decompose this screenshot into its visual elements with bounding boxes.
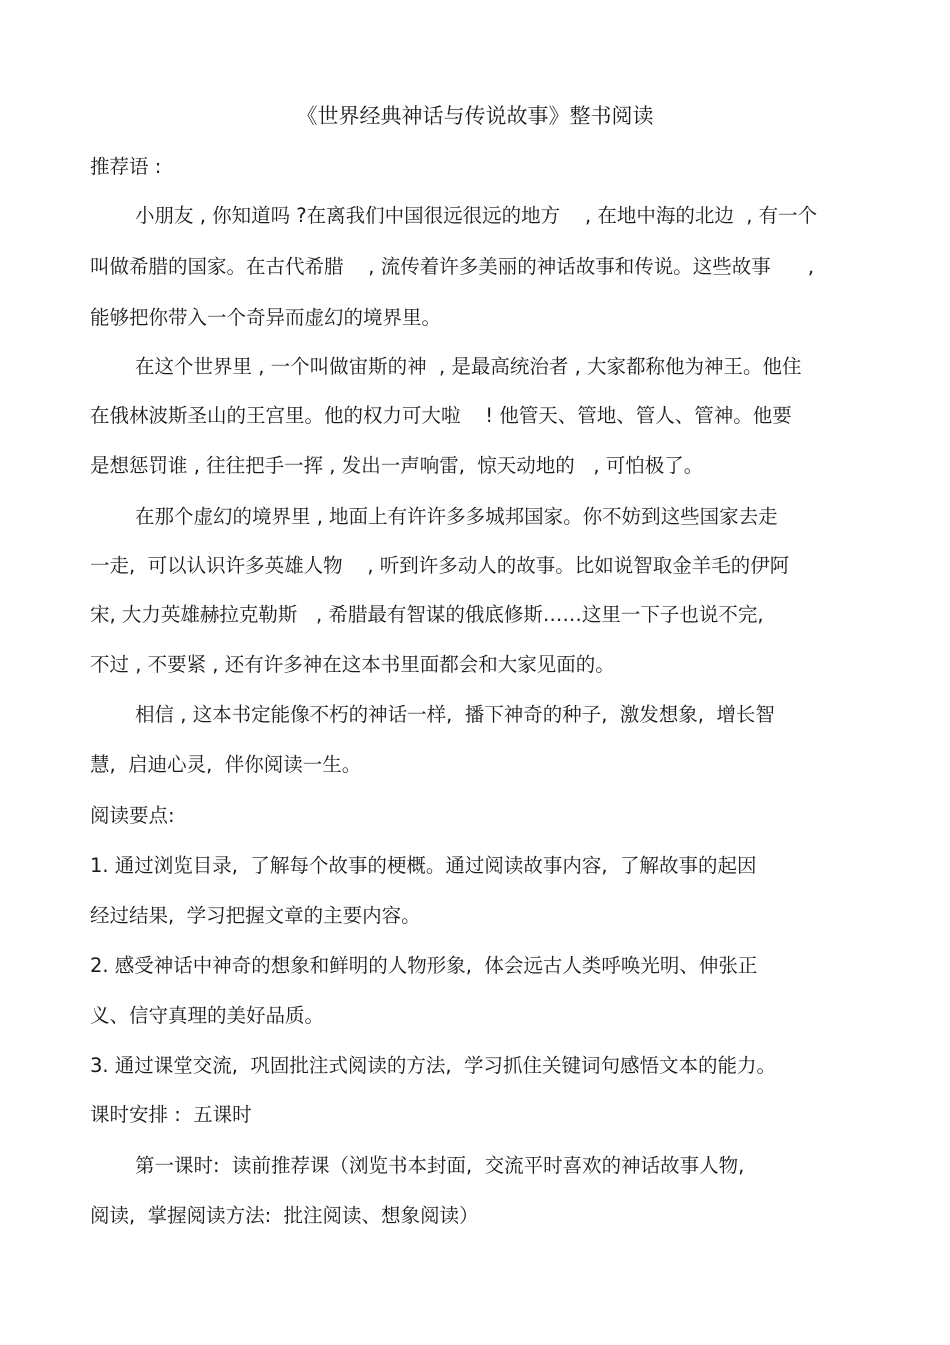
recommend-p1-line1: 小朋友 , 你知道吗 ?在离我们中国很远很远的地方 , 在地中海的北边 , 有一个 — [135, 204, 818, 227]
schedule-line1: 第一课时: 读前推荐课（浏览书本封面, 交流平时喜欢的神话故事人物, — [135, 1154, 745, 1177]
schedule-line2: 阅读, 掌握阅读方法: 批注阅读、想象阅读） — [90, 1204, 479, 1227]
key-points-heading: 阅读要点: — [90, 804, 175, 827]
schedule-heading: 课时安排 : 五课时 — [90, 1103, 252, 1126]
recommend-p3-line4: 不过 , 不要紧 , 还有许多神在这本书里面都会和大家见面的。 — [90, 653, 615, 676]
recommend-p2-line1: 在这个世界里 , 一个叫做宙斯的神 , 是最高统治者 , 大家都称他为神王。他住 — [135, 355, 802, 378]
key-point-1-line1: 1. 通过浏览目录, 了解每个故事的梗概。通过阅读故事内容, 了解故事的起因 — [90, 854, 757, 877]
key-point-3-line1: 3. 通过课堂交流, 巩固批注式阅读的方法, 学习抓住关键词句感悟文本的能力。 — [90, 1054, 776, 1077]
recommend-p2-line3: 是想惩罚谁 , 往往把手一挥 , 发出一声响雷, 惊天动地的 , 可怕极了。 — [90, 454, 704, 477]
recommend-p3-line1: 在那个虚幻的境界里 , 地面上有许许多多城邦国家。你不妨到这些国家去走 — [135, 505, 778, 528]
recommend-p1-line3: 能够把你带入一个奇异而虚幻的境界里。 — [90, 306, 442, 329]
recommend-p3-line2: 一走, 可以认识许多英雄人物 , 听到许多动人的故事。比如说智取金羊毛的伊阿 — [90, 554, 790, 577]
recommend-p1-line2: 叫做希腊的国家。在古代希腊 , 流传着许多美丽的神话故事和传说。这些故事 , — [90, 255, 815, 278]
recommend-p4-line2: 慧, 启迪心灵, 伴你阅读一生。 — [90, 753, 362, 776]
recommend-heading: 推荐语 : — [90, 155, 162, 178]
key-point-1-line2: 经过结果, 学习把握文章的主要内容。 — [90, 904, 421, 927]
recommend-p3-line3: 宋, 大力英雄赫拉克勒斯 , 希腊最有智谋的俄底修斯……这里一下子也说不完, — [90, 603, 764, 626]
recommend-p4-line1: 相信 , 这本书定能像不朽的神话一样, 播下神奇的种子, 激发想象, 增长智 — [135, 703, 775, 726]
key-point-2-line2: 义、信守真理的美好品质。 — [90, 1004, 325, 1027]
recommend-p2-line2: 在俄林波斯圣山的王宫里。他的权力可大啦 ! 他管天、管地、管人、管神。他要 — [90, 404, 792, 427]
document-title: 《世界经典神话与传说故事》整书阅读 — [296, 104, 654, 128]
key-point-2-line1: 2. 感受神话中神奇的想象和鲜明的人物形象, 体会远古人类呼唤光明、伸张正 — [90, 954, 758, 977]
